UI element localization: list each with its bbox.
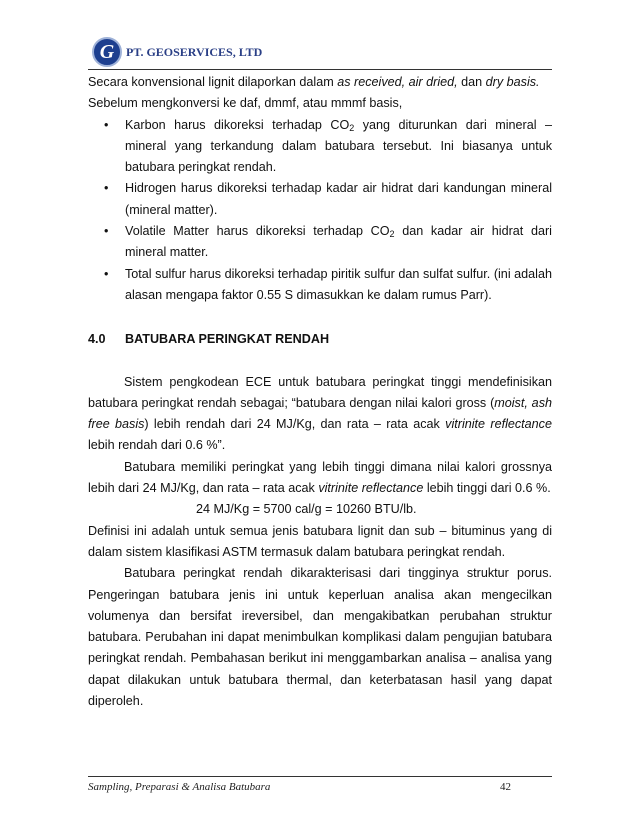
bullet-item-volatile [88, 221, 552, 264]
paragraph-2 [88, 457, 552, 500]
bullet-text: Karbon harus dikoreksi terhadap CO [125, 117, 350, 132]
company-name: PT. GEOSERVICES, LTD [126, 44, 263, 59]
bullet-item-hidrogen: • Hidrogen harus dikoreksi terhadap kadar air hidrat dari kandungan mineral (mineral matter). [88, 178, 552, 221]
bullet-item-sulfur: • Total sulfur harus dikoreksi terhadap piritik sulfur dan sulfat sulfur. (ini adalah alasan mengapa faktor 0.55 S dimasukkan ke dalam rumus Parr). [88, 264, 552, 307]
intro-text: Secara konvensional lignit dilaporkan dalam [88, 75, 338, 89]
paragraph-3: Definisi ini adalah untuk semua jenis batubara lignit dan sub – bituminus yang di dalam sistem klasifikasi ASTM termasuk dalam batubara peringkat rendah. [88, 523, 552, 559]
intro-line-2: Sebelum mengkonversi ke daf, dmmf, atau mmmf basis, [88, 96, 403, 111]
para-italic: moist, ash free basis [88, 395, 552, 432]
para-text: Sistem pengkodean ECE untuk batubara peringkat tinggi mendefinisikan batubara peringkat rendah sebagai; “batubara dengan nilai kalori gross ( [88, 374, 552, 410]
bullet-text: Volatile Matter harus dikoreksi terhadap CO [125, 224, 390, 239]
logo-letter: G [99, 40, 115, 63]
bullet-text: dan kadar air hidrat dari mineral matter. [125, 224, 552, 260]
page-number: 42 [500, 781, 511, 793]
bullet-list [88, 115, 552, 307]
intro-italic-1: as received, air dried, [337, 75, 458, 89]
bullet-item-karbon [88, 115, 552, 179]
paragraph-1 [88, 372, 552, 457]
intro-italic-2: dry basis. [485, 75, 540, 89]
section-number: 4.0 [88, 332, 106, 347]
formula: 24 MJ/Kg = 5700 cal/g = 10260 BTU/lb. [196, 502, 417, 517]
subscript: 2 [349, 122, 355, 133]
company-logo [92, 37, 122, 67]
subscript: 2 [389, 229, 395, 240]
para-text: Batubara memiliki peringkat yang lebih tinggi dimana nilai kalori grossnya lebih dari 24 MJ/Kg, dan rata – rata acak [88, 459, 552, 496]
section-heading [88, 329, 552, 350]
document-body [88, 72, 552, 712]
para-text: lebih tinggi dari 0.6 %. [423, 481, 551, 496]
page-header [92, 36, 262, 68]
section-title: BATUBARA PERINGKAT RENDAH [125, 332, 330, 347]
paragraph-4: Batubara peringkat rendah dikarakterisasi dari tingginya struktur porus. Pengeringan batubara jenis ini untuk keperluan analisa akan mengecilkan volumenya dan bersifat ireversibel, dan mengakibatkan perubahan struktur batubara. Perubahan ini dapat menimbulkan komplikasi dalam pengujian batubara peringkat rendah. Pembahasan berikut ini menggambarkan analisa – analisa yang dapat dilakukan untuk batubara thermal, dan keterbatasan hasil yang dapat diperoleh. [88, 566, 552, 709]
footer-rule [88, 776, 552, 777]
para-italic: vitrinite reflectance [318, 481, 424, 496]
para-italic: vitrinite reflectance [445, 417, 552, 432]
intro-line-1 [88, 72, 552, 93]
intro-text-2: dan [457, 75, 486, 89]
para-text: lebih rendah dari 0.6 %”. [88, 438, 226, 453]
header-rule [88, 69, 552, 70]
footer-title: Sampling, Preparasi & Analisa Batubara [88, 781, 271, 793]
para-text: ) lebih rendah dari 24 MJ/Kg, dan rata – rata acak [144, 417, 446, 432]
bullet-text: yang diturunkan dari mineral – mineral yang terkandung dalam batubara tersebut. Ini biasanya untuk batubara peringkat rendah. [125, 117, 552, 175]
